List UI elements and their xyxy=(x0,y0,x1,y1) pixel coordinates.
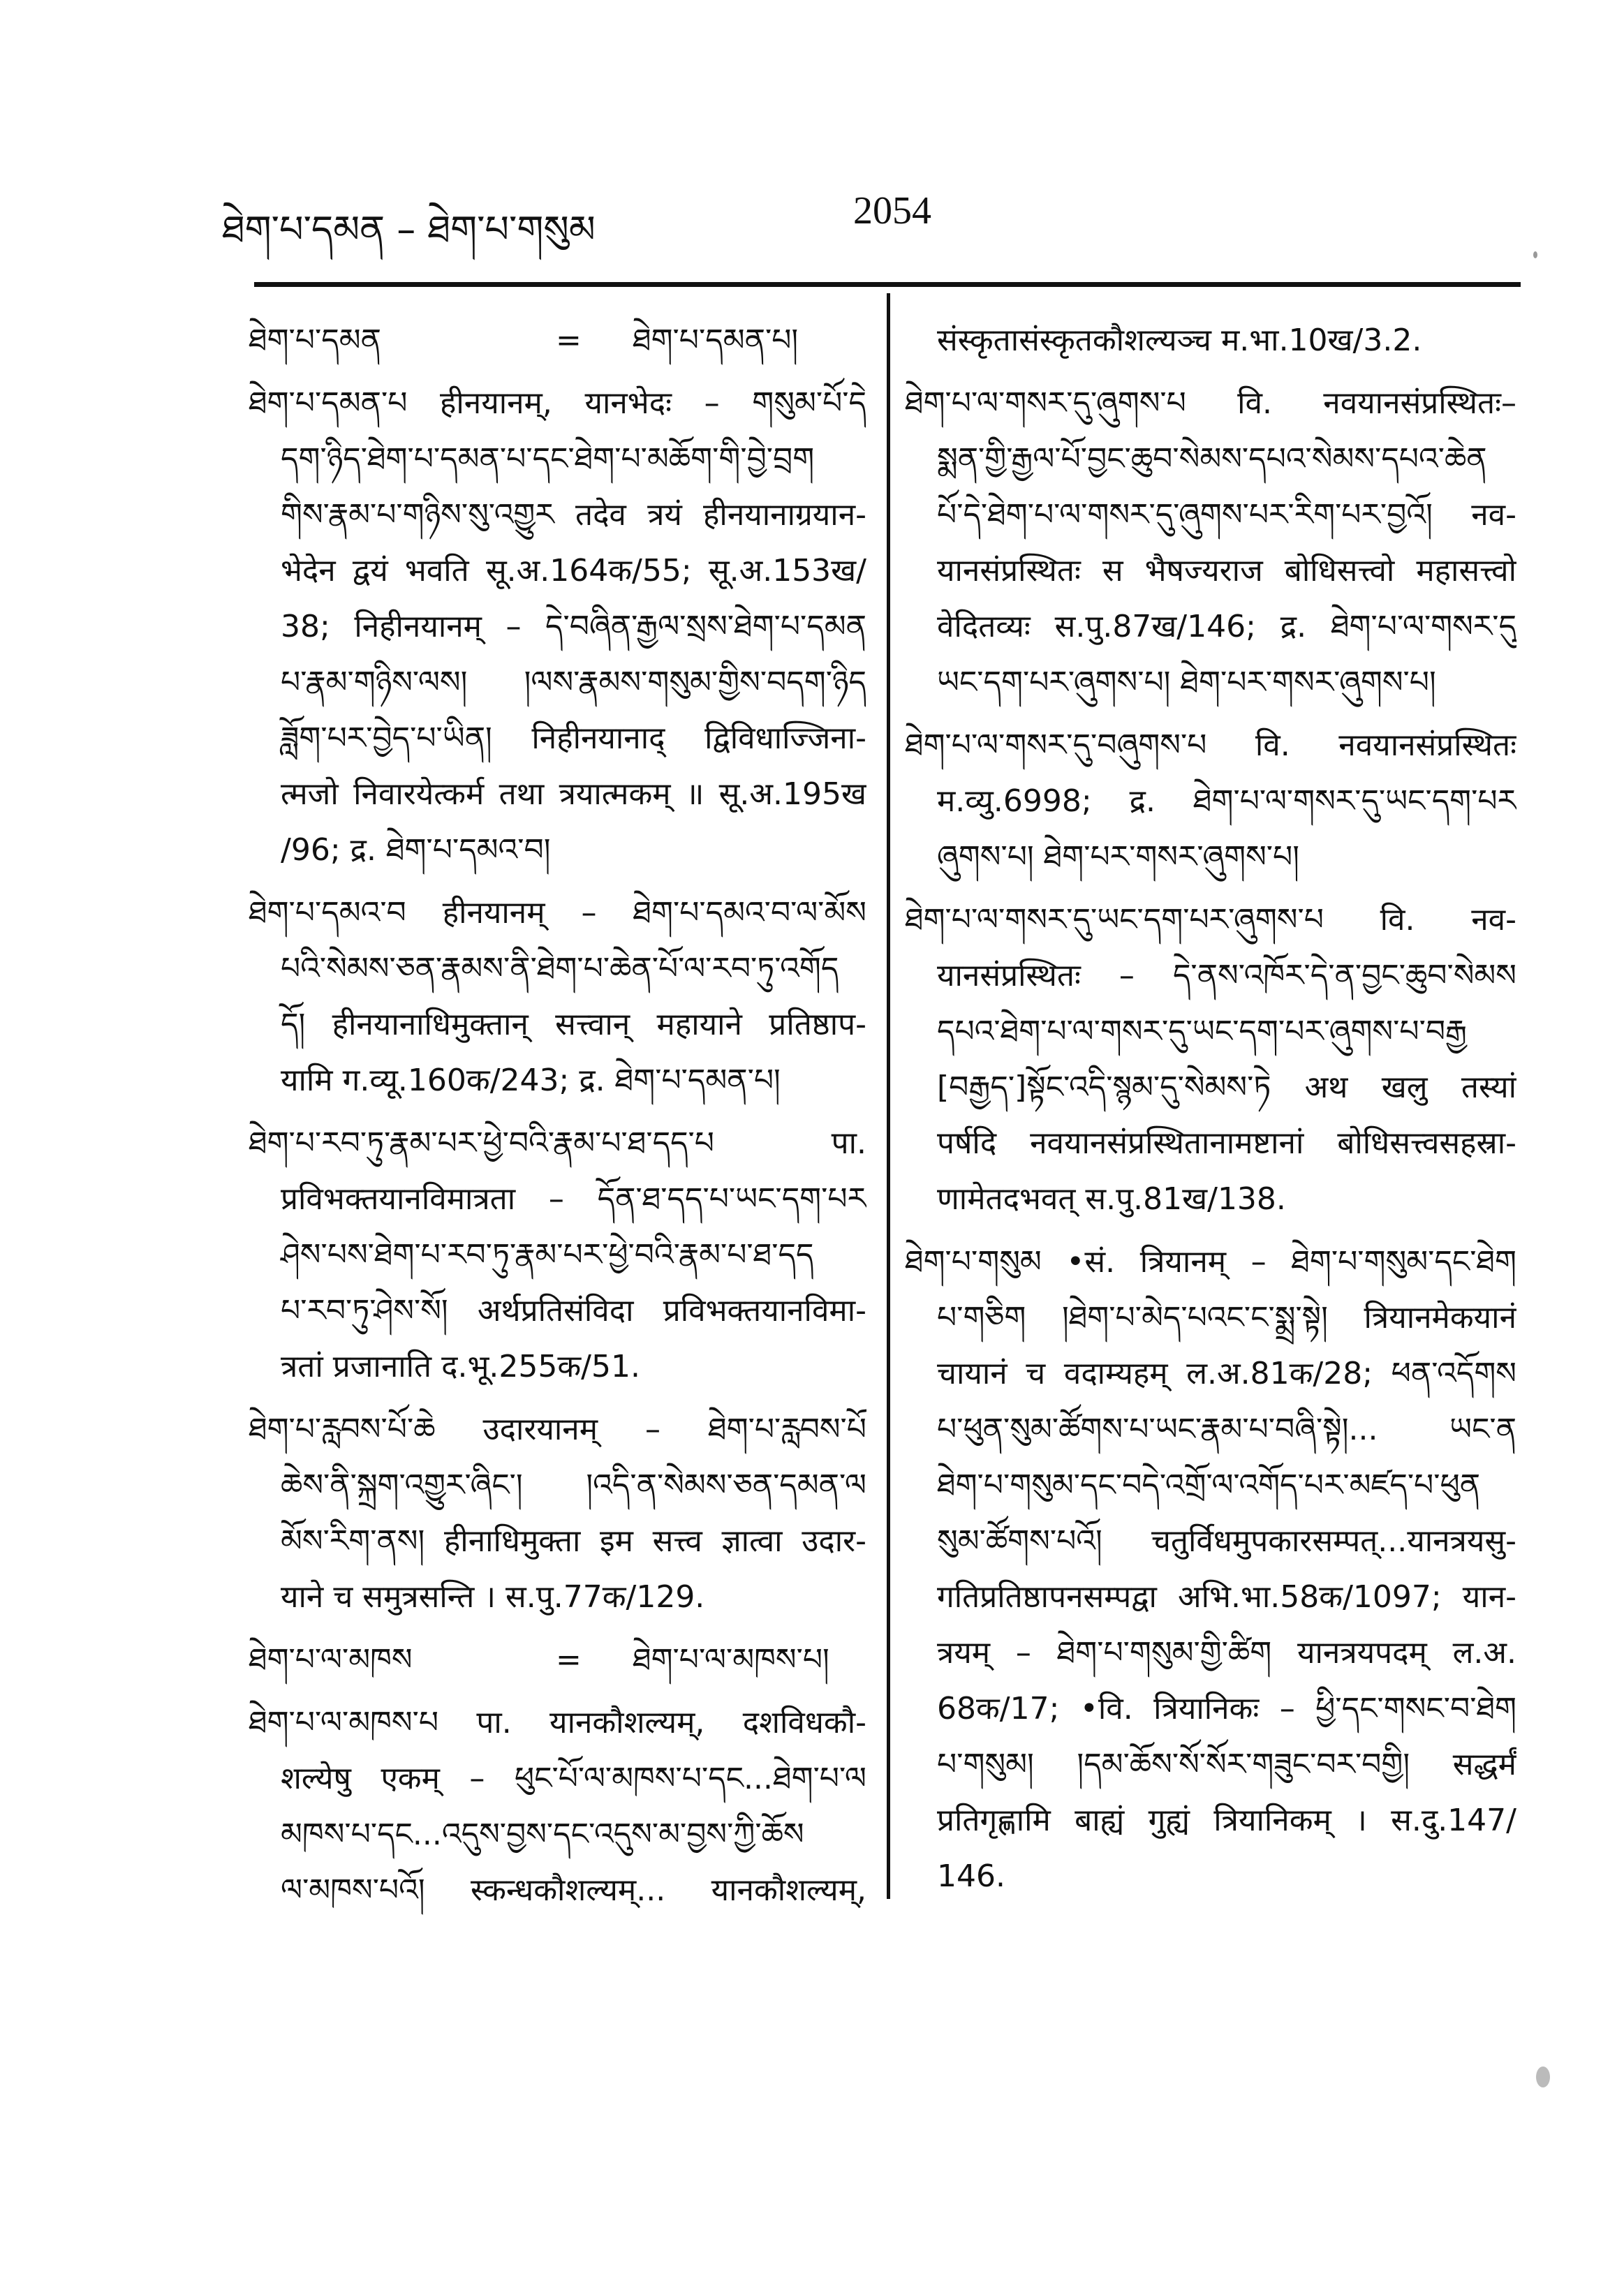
dictionary-entry xyxy=(905,313,1516,369)
scan-speck xyxy=(1536,2067,1550,2087)
column-divider xyxy=(887,293,890,1899)
entry-line: त्रतां प्रजानाति द.भू.255क/51. xyxy=(281,1349,640,1384)
left-column xyxy=(249,313,866,1925)
entry-line: म.व्यु.6998; द्र. ཐེག་པ་ལ་གསར་དུ་ཡང་དག་པར xyxy=(937,783,1516,819)
cross-reference-target: ཐེག་པ་དམན་པ། xyxy=(633,323,799,358)
right-column xyxy=(905,313,1516,1912)
entry-line: 68क/17; •वि. त्रियानिकः – ཕྱི་དང་གསང་བ་ཐེག xyxy=(937,1691,1516,1727)
entry-line: མཁས་པ་དང...འདུས་བྱས་དང་འདུས་མ་བྱས་ཀྱི་ཆོས xyxy=(281,1817,804,1852)
entry-line: त्मजो निवारयेत्कर्म तथा त्रयात्मकम् ॥ सू.अ.195ख xyxy=(281,776,866,812)
entry-line: དཔའ་ཐེག་པ་ལ་གསར་དུ་ཡང་དག་པར་ཞུགས་པ་བརྒྱ xyxy=(937,1014,1467,1049)
cross-reference-entry xyxy=(249,313,866,369)
header-rule xyxy=(254,282,1521,287)
entry-line: गतिप्रतिष्ठापनसम्पद्वा अभि.भा.58क/1097; यान- xyxy=(937,1579,1516,1615)
entry-line: चायानं च वदाम्यहम् ल.अ.81क/28; ཕན་འདོགས xyxy=(937,1356,1516,1391)
entry-line: པ་གཅིག །ཐེག་པ་མེད་པའང་ང་སྨྲ་སྟེ། त्रियानमेकयानं xyxy=(937,1300,1516,1336)
headword: ཐེག་པ་ལ་མཁས xyxy=(249,1642,413,1678)
entry-line: 146. xyxy=(937,1858,1005,1894)
entry-line: /96; द्र. ཐེག་པ་དམའ་བ། xyxy=(281,832,551,868)
entry-line: याने च समुत्रसन्ति । स.पु.77क/129. xyxy=(281,1579,705,1615)
entry-line: ཟློག་པར་བྱེད་པ་ཡིན། निहीनयानाद् द्विविधाज्जिना- xyxy=(281,720,866,756)
entry-line: ཞུགས་པ། ཐེག་པར་གསར་ཞུགས་པ། xyxy=(937,839,1300,875)
entry-line: པའི་སེམས་ཅན་རྣམས་ནི་ཐེག་པ་ཆེན་པོ་ལ་རབ་ཏུ་འགོད xyxy=(281,951,839,986)
entry-line: पर्षदि नवयानसंप्रस्थितानामष्टानां बोधिसत्त्वसहस्रा- xyxy=(937,1125,1516,1161)
cross-reference-target: ཐེག་པ་ལ་མཁས་པ། xyxy=(633,1642,829,1678)
entry-line: མོས་རིག་ནས། हीनाधिमुक्ता इम सत्त्व ज्ञात्वा उदार- xyxy=(281,1523,866,1559)
entry-line: णामेतदभवत् स.पु.81ख/138. xyxy=(937,1181,1286,1217)
headword: ཐེག་པ་དམན xyxy=(249,323,381,358)
dictionary-entry xyxy=(249,376,866,878)
entry-line: སྨན་གྱི་རྒྱལ་པོ་བྱང་ཆུབ་སེམས་དཔའ་སེམས་དཔའ་ཆེན xyxy=(937,441,1487,477)
entry-line: པ་རྣམ་གཉིས་ལས། །ལས་རྣམས་གསུམ་གྱིས་བདག་ཉིད xyxy=(281,665,866,700)
entry-line: དོ། हीनयानाधिमुक्तान् सत्त्वान् महायाने प्रतिष्ठाप- xyxy=(281,1007,866,1042)
entry-line: ཐེག་པ་དམའ་བ हीनयानम् – ཐེག་པ་དམའ་བ་ལ་མོས xyxy=(249,895,866,931)
entry-line: ཐེག་པ་རླབས་པོ་ཆེ उदारयानम् – ཐེག་པ་རླབས་པོ xyxy=(249,1412,866,1447)
entry-line: པོ་དེ་ཐེག་པ་ལ་གསར་དུ་ཞུགས་པར་རིག་པར་བྱའོ། नव- xyxy=(937,497,1516,533)
entry-line: ཐེག་པ་ལ་མཁས་པ पा. यानकौशल्यम्, दशविधकौ- xyxy=(249,1705,866,1740)
entry-line: གིས་རྣམ་པ་གཉིས་སུ་འགྱུར तदेव त्रयं हीनयानाग्रयान- xyxy=(281,497,866,533)
entry-line: དག་ཉིད་ཐེག་པ་དམན་པ་དང་ཐེག་པ་མཆོག་གི་བྱེ་བྲག xyxy=(281,441,815,477)
entry-line: [བརྒྱད་]སྟོང་འདི་སྙམ་དུ་སེམས་ཏེ अथ खलु तस्यां xyxy=(937,1070,1516,1105)
entry-line: भेदेन द्वयं भवति सू.अ.164क/55; सू.अ.153ख/ xyxy=(281,553,866,589)
equals-sign: = xyxy=(556,1642,582,1678)
entry-line: यानसंप्रस्थितः – དེ་ནས་འཁོར་དེ་ན་བྱང་ཆུབ་སེམས xyxy=(937,958,1516,993)
entry-line: प्रविभक्तयानविमात्रता – དོན་ཐ་དད་པ་ཡང་དག་པར xyxy=(281,1181,866,1217)
entry-line: སུམ་ཚོགས་པའོ། चतुर्विधमुपकारसम्पत्...यानत्रयसु- xyxy=(937,1523,1516,1559)
entry-line: ཆེས་ནི་སྐྲག་འགྱུར་ཞིང་། །འདི་ན་སེམས་ཅན་དམན་ལ xyxy=(281,1467,866,1503)
dictionary-entry xyxy=(905,892,1516,1227)
entry-line: त्रयम् – ཐེག་པ་གསུམ་གྱི་ཚིག यानत्रयपदम् ल.अ. xyxy=(937,1635,1516,1671)
dictionary-entry xyxy=(905,718,1516,885)
entry-line: ཡང་དག་པར་ཞུགས་པ། ཐེག་པར་གསར་ཞུགས་པ། xyxy=(937,665,1436,700)
entry-line: ཐེག་པ་ལ་གསར་དུ་ཡང་དག་པར་ཞུགས་པ वि. नव- xyxy=(905,902,1516,938)
dictionary-entry xyxy=(249,1695,866,1918)
entry-line: པ་ཕུན་སུམ་ཚོགས་པ་ཡང་རྣམ་པ་བཞི་སྟེ།... ཡང་ན xyxy=(937,1412,1516,1447)
equals-sign: = xyxy=(556,323,582,358)
entry-line: 38; निहीनयानम् – དེ་བཞིན་རྒྱལ་སྲས་ཐེག་པ་དམན xyxy=(281,609,866,644)
entry-line: པ་རབ་ཏུ་ཤེས་སོ། अर्थप्रतिसंविदा प्रविभक्तयानविमा- xyxy=(281,1293,866,1329)
entry-line: ཐེག་པ་ལ་གསར་དུ་ཞུགས་པ वि. नवयानसंप्रस्थितः– xyxy=(905,385,1516,421)
entry-line: ལ་མཁས་པའོ། स्कन्धकौशल्यम्... यानकौशल्यम्, xyxy=(281,1872,866,1908)
entry-line: वेदितव्यः स.पु.87ख/146; द्र. ཐེག་པ་ལ་གསར་དུ xyxy=(937,609,1516,644)
entry-line: ཐེག་པ་རབ་ཏུ་རྣམ་པར་ཕྱེ་བའི་རྣམ་པ་ཐ་དད་པ पा. xyxy=(249,1125,866,1161)
entry-line: ཐེག་པ་གསུམ་དང་བདེ་འགྲོ་ལ་འགོད་པར་མཛད་པ་ཕུན xyxy=(937,1467,1481,1503)
entry-line: ཐེག་པ་དམན་པ हीनयानम्, यानभेदः – གསུམ་པོ་དེ xyxy=(249,385,866,421)
entry-line: ཐེག་པ་ལ་གསར་དུ་བཞུགས་པ वि. नवयानसंप्रस्थितः xyxy=(905,727,1516,763)
entry-line: प्रतिगृह्णामि बाह्यं गुह्यं त्रियानिकम् । स.दु.147/ xyxy=(937,1803,1516,1838)
dictionary-entry xyxy=(905,376,1516,711)
entry-line: संस्कृतासंस्कृतकौशल्यञ्च म.भा.10ख/3.2. xyxy=(937,323,1422,358)
entry-line: यामि ग.व्यू.160क/243; द्र. ཐེག་པ་དམན་པ། xyxy=(281,1063,781,1098)
cross-reference-entry xyxy=(249,1632,866,1688)
page-number: 2054 xyxy=(853,189,931,232)
dictionary-entry xyxy=(249,1116,866,1395)
entry-line: པ་གསུམ། །དམ་ཆོས་སོ་སོར་གཟུང་བར་བགྱི། सद्धर्मं xyxy=(937,1747,1516,1782)
dictionary-entry xyxy=(249,885,866,1109)
entry-line: ཤེས་པས་ཐེག་པ་རབ་ཏུ་རྣམ་པར་ཕྱེ་བའི་རྣམ་པ་ཐ་དད xyxy=(281,1237,814,1273)
dictionary-entry xyxy=(249,1402,866,1625)
entry-line: ཐེག་པ་གསུམ •सं. त्रियानम् – ཐེག་པ་གསུམ་དང་ཐེག xyxy=(905,1244,1516,1280)
entry-line: शल्येषु एकम् – ཕུང་པོ་ལ་མཁས་པ་དང...ཐེག་པ་ལ xyxy=(281,1761,866,1796)
running-head: ཐེག་པ་དམན – ཐེག་པ་གསུམ xyxy=(222,207,596,251)
entry-line: यानसंप्रस्थितः स भैषज्यराज बोधिसत्त्वो महासत्त्वो xyxy=(937,553,1516,589)
dictionary-entry xyxy=(905,1234,1516,1905)
scan-speck xyxy=(1533,251,1537,258)
